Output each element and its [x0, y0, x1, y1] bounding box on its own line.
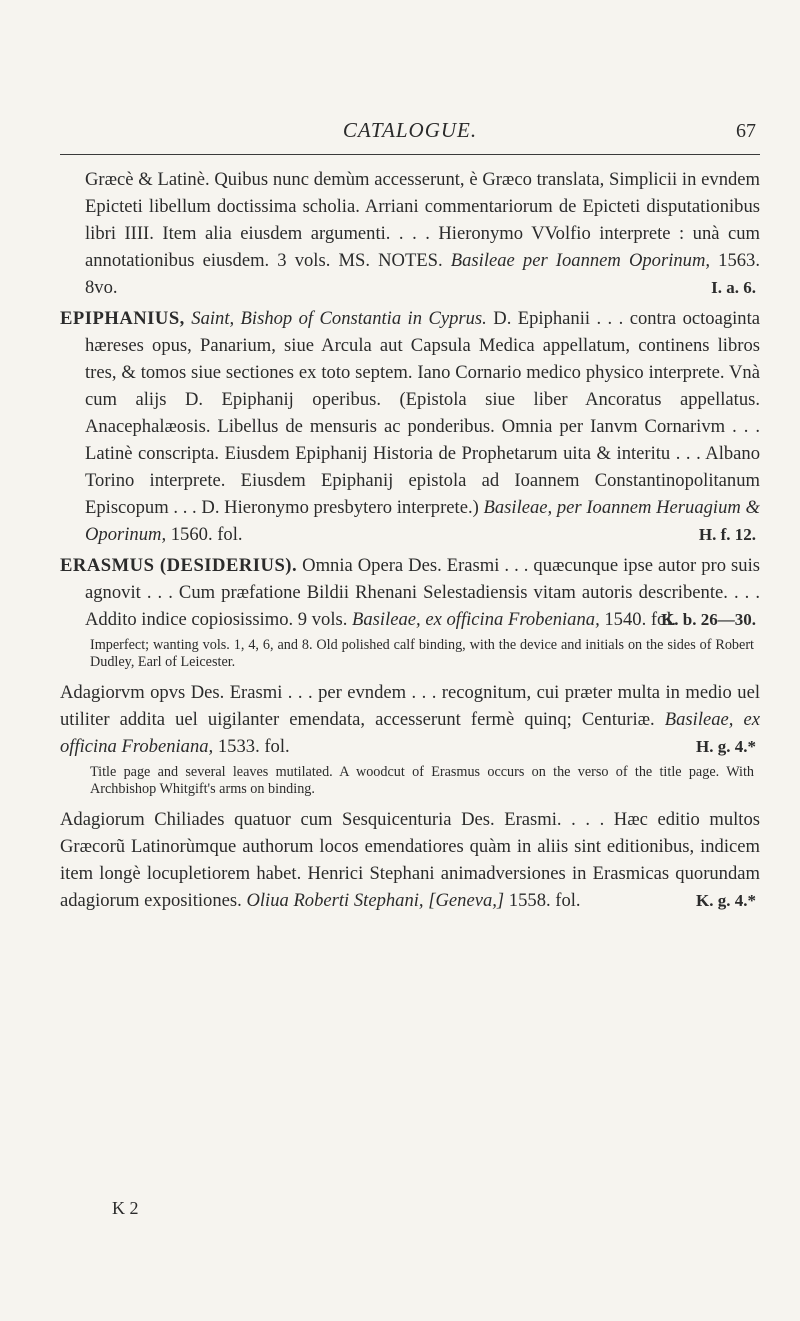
page-number: 67 [736, 120, 756, 142]
entry-text: D. Epiphanii . . . contra octoaginta hæreses opus, Panarium, siue Arcula aut Capsula Medica appellatum, continens libros tres, & tomos siue sectiones ex toto septem. Iano Cornario medico physico interprete. Vnà cum alijs D. Epiphanij operibus. (Epistola siue liber Ancoratus appellatus. Anacephalæosis. Libellus de mensuris ac ponderibus. Omnia per Ianvm Cornarivm . . . Latinè conscripta. Eiusdem Epiphanij Historia de Prophetarum uita & interitu . . . Albano Torino interprete. Eiusdem Epiphanij epistola ad Ioannem Constantinopolitanum Episcopum . . . D. Hieronymo presbytero interprete.) [85, 308, 761, 518]
entry-epiphanius [60, 305, 760, 548]
entry-heading: ERASMUS (DESIDERIUS). [60, 555, 298, 576]
imprint-place: Basileae, ex officina Frobeniana, [352, 609, 600, 630]
shelfmark: I. a. 6. [711, 278, 756, 297]
shelfmark: H. g. 4.* [696, 737, 756, 756]
signature-mark: K 2 [112, 1198, 139, 1218]
header-rule [60, 154, 760, 155]
shelfmark: H. f. 12. [698, 525, 756, 544]
entry-adagiorum-opus [60, 679, 760, 760]
imprint-date-format: 1560. fol. [170, 524, 243, 545]
entry-text: Græcè & Latinè. Quibus nunc demùm accesserunt, è Græco translata, Simplicii in evndem Epicteti libellum doctissima scholia. Arriani commentariorum de Epicteti disputationibus libri IIII. Item alia eiusdem argumenti. . . . Hieronymo VVolfio interprete : unà cum annotationibus eiusdem. 3 vols. [85, 169, 760, 271]
imprint-date-format: 1540. fol. [604, 609, 677, 630]
entry-erasmus-opera [60, 552, 760, 633]
entry-adagiorum-chiliades [60, 806, 760, 914]
imprint-date-format: 1533. fol. [217, 736, 290, 757]
running-title: CATALOGUE. [342, 118, 478, 142]
ms-notes-label: MS. NOTES. [338, 250, 443, 271]
entry-note: Title page and several leaves mutilated. A woodcut of Erasmus occurs on the verso of the title page. With Archbishop Whitgift's arms on binding. [90, 764, 754, 797]
imprint-place: Oliua Roberti Stephani, [Geneva,] [246, 890, 505, 911]
page-header [60, 118, 760, 154]
entry-text: Adagiorum Chiliades quatuor cum Sesquicenturia Des. Erasmi. . . . Hæc editio multos Græcorũ Latinorùmque authorum locos emendatiores quàm in aliis sint editionibus, indicem item longè locupletiorem habet. Henrici Stephani animadversiones in Erasmicas quorundam adagiorum expositiones. [60, 809, 760, 911]
entry-heading-qualifier: Saint, Bishop of Constantia in Cyprus. [191, 308, 487, 329]
imprint-date-format: 1563. 8vo. [85, 250, 760, 298]
entry-epictetus-continuation [60, 166, 760, 301]
imprint-place: Basileae, ex officina Frobeniana, [60, 709, 761, 757]
imprint-date-format: 1558. fol. [508, 890, 581, 911]
entry-heading: EPIPHANIUS, [60, 308, 185, 329]
imprint-place: Basileae, per Ioannem Heruagium & Oporinum, [85, 497, 760, 545]
shelfmark: K. g. 4.* [696, 891, 756, 910]
entry-note: Imperfect; wanting vols. 1, 4, 6, and 8. Old polished calf binding, with the device and initials on the sides of Robert Dudley, Earl of Leicester. [90, 637, 754, 670]
catalogue-entries [60, 166, 760, 918]
entry-text: Adagiorvm opvs Des. Erasmi . . . per evndem . . . recognitum, cui præter multa in medio uel utiliter addita uel uigilanter emendata, accesserunt fermè quinq; Centuriæ. [60, 682, 760, 730]
shelfmark: K. b. 26—30. [661, 610, 756, 629]
entry-text: Omnia Opera Des. Erasmi . . . quæcunque ipse autor pro suis agnovit . . . Cum præfatione Bildii Rhenani Selestadiensis vitam autoris describente. . . . Addito indice copiosissimo. 9 vols. [85, 555, 760, 630]
imprint-place: Basileae per Ioannem Oporinum, [450, 250, 711, 271]
